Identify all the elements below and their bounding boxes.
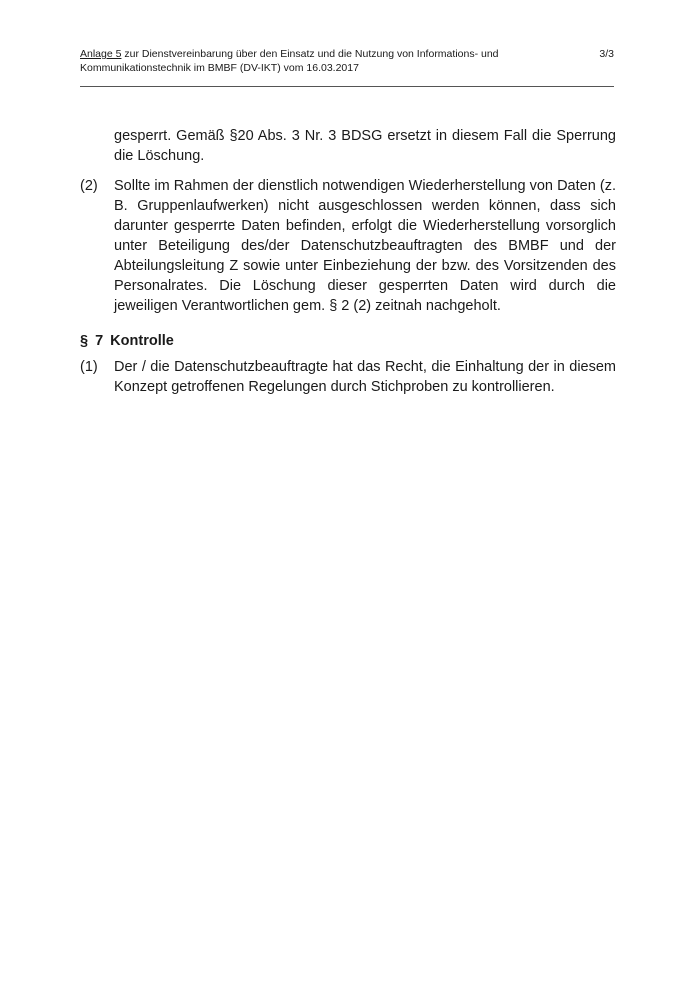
paragraph-number: (1) <box>80 359 98 375</box>
paragraph-text: Sollte im Rahmen der dienstlich notwendigen Wiederherstellung von Daten (z. B. Gruppenlaufwerken) nicht ausgeschlossen werden können, dass sich darunter gesperrte Daten befinden, erfolgt die Wiederherstellung vorsorglich unter Beteiligung des/der Datenschutzbeauftragten des BMBF und der Abteilungsleitung Z sowie unter Einbeziehung der bzw. des Vorsitzenden des Personalrates. Die Löschung dieser gesperrten Daten wird durch die jeweiligen Verantwortlichen gem. § 2 (2) zeitnah nachgeholt. <box>114 178 616 314</box>
page-number: 3/3 <box>599 48 614 60</box>
paragraph-text: Der / die Datenschutzbeauftragte hat das Recht, die Einhaltung der in diesem Konzept getroffenen Regelungen durch Stichproben zu kontrollieren. <box>114 359 616 395</box>
paragraph-2 <box>80 176 616 316</box>
continuation-text: gesperrt. Gemäß §20 Abs. 3 Nr. 3 BDSG ersetzt in diesem Fall die Sperrung die Löschung. <box>114 128 616 164</box>
page-header <box>80 48 614 75</box>
section-7-paragraph-1 <box>80 357 616 397</box>
header-title: zur Dienstvereinbarung über den Einsatz und die Nutzung von Informations- und Kommunikationstechnik im BMBF (DV-IKT) vom 16.03.2017 <box>80 48 499 74</box>
header-anlage-link[interactable]: Anlage 5 <box>80 48 122 60</box>
header-divider <box>80 86 614 87</box>
header-text <box>80 48 535 75</box>
section-7-heading: § 7 Kontrolle <box>80 333 174 349</box>
paragraph-number: (2) <box>80 178 98 194</box>
